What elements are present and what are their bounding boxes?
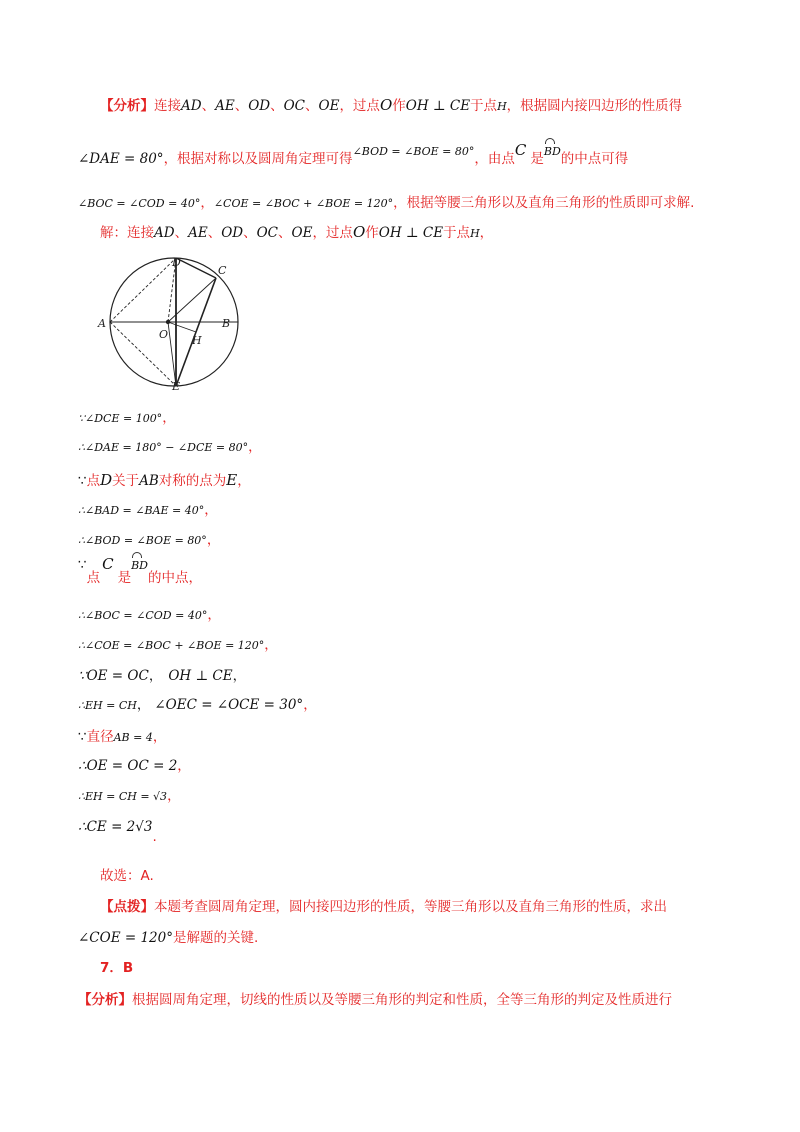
math-e: E bbox=[226, 471, 238, 489]
math-oc: OC bbox=[283, 98, 305, 114]
circle-figure bbox=[96, 252, 246, 392]
math-od: OD bbox=[248, 98, 271, 114]
step-11 bbox=[78, 727, 166, 748]
label-b: B bbox=[222, 317, 231, 330]
math-h: H bbox=[497, 100, 507, 113]
math: ∴∠BAD = ∠BAE = 40° bbox=[78, 504, 205, 517]
step-4 bbox=[78, 500, 218, 521]
step-9 bbox=[78, 666, 246, 686]
solution-intro bbox=[100, 222, 493, 244]
comment-tag: 【点拨】 bbox=[100, 899, 154, 915]
step-13 bbox=[78, 786, 181, 807]
label-a: A bbox=[98, 317, 106, 330]
period: . bbox=[152, 829, 157, 845]
math-ae: AE bbox=[215, 98, 235, 114]
sep: 、 bbox=[174, 225, 189, 241]
step-14 bbox=[78, 817, 157, 845]
math-oc: OC bbox=[256, 225, 278, 241]
comma: ， bbox=[204, 502, 218, 518]
sep: 、 bbox=[243, 225, 257, 241]
math-c: C bbox=[102, 555, 114, 573]
math-od: OD bbox=[221, 225, 244, 241]
step-7 bbox=[78, 605, 221, 626]
math: ∴OE = OC = 2 bbox=[78, 758, 178, 774]
math: ∴EH = CH bbox=[78, 699, 137, 712]
math: ∵OE = OC bbox=[78, 668, 149, 684]
math: ∴∠DAE = 180° − ∠DCE = 80° bbox=[78, 441, 249, 454]
comma: ， bbox=[167, 788, 181, 804]
q7-analysis bbox=[78, 990, 672, 1010]
math: ∠COE = 120° bbox=[78, 930, 173, 946]
segment-ad bbox=[110, 258, 176, 322]
step-3 bbox=[78, 470, 251, 491]
text: 点 bbox=[86, 473, 101, 489]
text: ，根据圆内接四边形的性质得 bbox=[506, 98, 683, 114]
math-ae: AE bbox=[188, 225, 208, 241]
math-ad: AD bbox=[154, 225, 175, 241]
text: ，由点 bbox=[474, 151, 515, 167]
text: 作 bbox=[392, 98, 406, 114]
comma: ， bbox=[177, 758, 191, 774]
text: 的中点可得 bbox=[560, 151, 629, 167]
math-angle-coe: ∠COE = ∠BOC + ∠BOE = 120° bbox=[213, 197, 394, 210]
q7-number: 7．B bbox=[100, 960, 134, 976]
text: 直径 bbox=[86, 729, 114, 745]
step-1 bbox=[78, 408, 176, 429]
text: 是 bbox=[530, 151, 544, 167]
comma: ， bbox=[152, 729, 167, 745]
text: 本题考查圆周角定理，圆内接四边形的性质，等腰三角形以及直角三角形的性质，求出 bbox=[154, 899, 667, 915]
comma: ， bbox=[207, 607, 221, 623]
math: ∵∠DCE = 100° bbox=[78, 412, 163, 425]
text: 作 bbox=[365, 225, 379, 241]
text: ， bbox=[479, 225, 494, 241]
comma: ， bbox=[248, 439, 262, 455]
math: AB = 4 bbox=[113, 731, 153, 744]
math-o: O bbox=[379, 96, 393, 114]
text: ，根据等腰三角形以及直角三角形的性质即可求解. bbox=[393, 195, 695, 211]
math-ab: AB bbox=[139, 473, 159, 489]
math-angle-bod: ∠BOD = ∠BOE = 80° bbox=[352, 145, 475, 158]
math: ∴∠BOD = ∠BOE = 80° bbox=[78, 534, 207, 547]
step-10 bbox=[78, 695, 317, 716]
analysis-tag: 【分析】 bbox=[100, 98, 154, 114]
text: 对称的点为 bbox=[158, 473, 227, 489]
comma: ， bbox=[232, 668, 247, 684]
text: 解：连接 bbox=[100, 225, 154, 241]
sep: 、 bbox=[207, 225, 222, 241]
because: ∵ bbox=[78, 557, 87, 573]
text: ，过点 bbox=[312, 225, 353, 241]
because: ∵ bbox=[78, 473, 87, 489]
segment-oh bbox=[168, 322, 196, 332]
text: ，过点 bbox=[339, 98, 380, 114]
step-6 bbox=[78, 555, 202, 586]
math: ∴∠COE = ∠BOC + ∠BOE = 120° bbox=[78, 639, 265, 652]
math: OH ⊥ CE bbox=[168, 668, 233, 684]
math-arc-bd: BD bbox=[131, 556, 148, 576]
math-oe: OE bbox=[318, 98, 340, 114]
label-e: E bbox=[172, 380, 181, 392]
text: ，根据对称以及圆周角定理可得 bbox=[163, 151, 353, 167]
step-2 bbox=[78, 437, 262, 458]
text: 的中点， bbox=[147, 570, 202, 586]
sep: 、 bbox=[270, 98, 284, 114]
math-h: H bbox=[470, 227, 480, 240]
math: ∠OEC = ∠OCE = 30° bbox=[154, 697, 304, 713]
sep: 、 bbox=[201, 98, 216, 114]
comment-line-1 bbox=[100, 897, 667, 917]
comma: ， bbox=[206, 532, 221, 548]
segment-oe bbox=[168, 322, 176, 386]
text: 是 bbox=[117, 570, 132, 586]
math-c: C bbox=[514, 141, 527, 159]
sep: 、 bbox=[305, 98, 319, 114]
math-angle-dae: ∠DAE = 80° bbox=[78, 151, 164, 167]
math: ∴EH = CH = √3 bbox=[78, 790, 168, 803]
text: 连接 bbox=[154, 98, 181, 114]
math-angle-boc: ∠BOC = ∠COD = 40° bbox=[78, 197, 201, 210]
math-d: D bbox=[100, 471, 113, 489]
center-dot bbox=[166, 320, 170, 324]
step-5 bbox=[78, 530, 220, 551]
analysis-line-1 bbox=[100, 95, 682, 117]
answer: 故选：A. bbox=[100, 868, 154, 884]
label-o: O bbox=[159, 328, 169, 341]
math-oh-perp-ce: OH ⊥ CE bbox=[378, 225, 444, 241]
comma: ， bbox=[303, 697, 317, 713]
label-h: H bbox=[192, 334, 202, 347]
text: 根据圆周角定理，切线的性质以及等腰三角形的判定和性质，全等三角形的判定及性质进行 bbox=[132, 992, 672, 1008]
math-ad: AD bbox=[181, 98, 202, 114]
label-d: D bbox=[172, 256, 181, 269]
comma: ， bbox=[162, 410, 176, 426]
text: 点 bbox=[86, 570, 101, 586]
analysis-line-3 bbox=[78, 193, 694, 214]
comment-line-2 bbox=[78, 928, 258, 948]
math-oh-perp-ce: OH ⊥ CE bbox=[405, 98, 471, 114]
text: 是解题的关键. bbox=[172, 930, 259, 946]
because: ∵ bbox=[78, 729, 87, 745]
analysis-line-2 bbox=[78, 141, 629, 170]
analysis-tag: 【分析】 bbox=[78, 992, 132, 1008]
comma: ， bbox=[237, 473, 251, 489]
text: 关于 bbox=[112, 473, 140, 489]
sep: 、 bbox=[278, 225, 292, 241]
label-c: C bbox=[218, 264, 227, 277]
step-12 bbox=[78, 756, 191, 776]
comma: ， bbox=[136, 697, 151, 713]
text: 于点 bbox=[470, 98, 498, 114]
text: 于点 bbox=[443, 225, 471, 241]
math-arc-bd: BD bbox=[544, 142, 561, 162]
step-8 bbox=[78, 635, 278, 656]
math: ∴CE = 2√3 bbox=[78, 819, 153, 835]
comma: ， bbox=[264, 637, 278, 653]
sep: ， bbox=[200, 195, 214, 211]
math-oe: OE bbox=[291, 225, 313, 241]
comma: ， bbox=[148, 668, 163, 684]
math-o: O bbox=[352, 223, 366, 241]
segment-dc bbox=[176, 258, 216, 278]
math: ∴∠BOC = ∠COD = 40° bbox=[78, 609, 208, 622]
sep: 、 bbox=[234, 98, 249, 114]
